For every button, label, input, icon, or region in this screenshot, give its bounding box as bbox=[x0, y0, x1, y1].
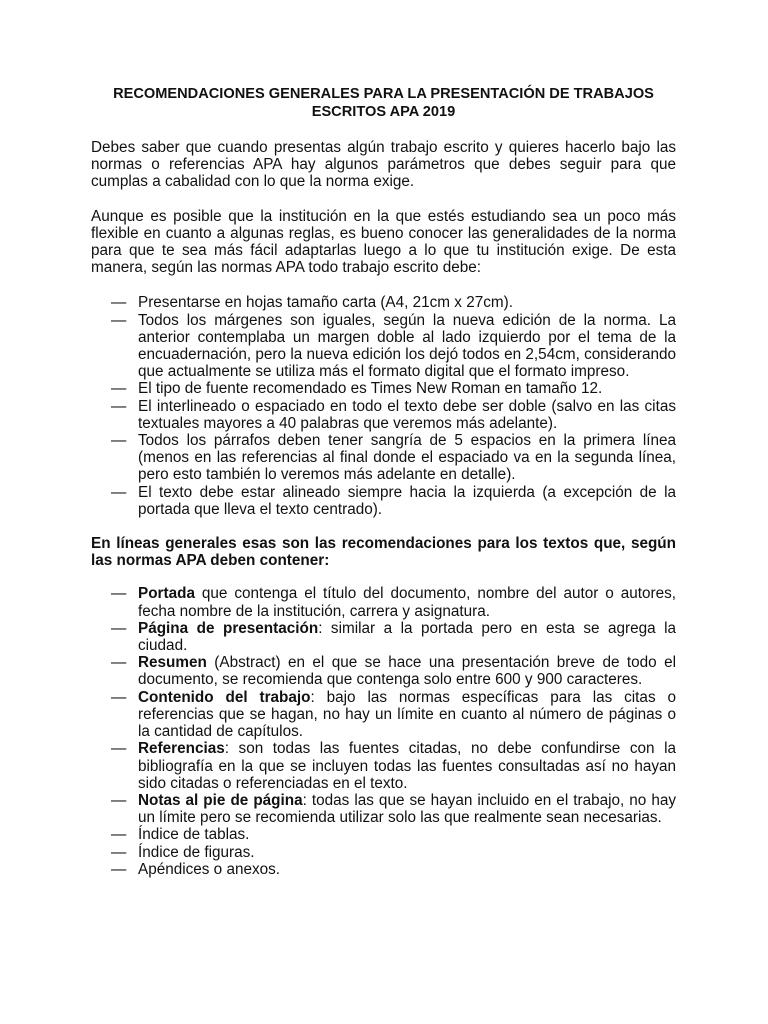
list-item bbox=[91, 380, 676, 397]
item-text: : son todas las fuentes citadas, no debe confundirse con la bibliografía en la que se incluyen todas las fuentes consultadas así no hayan sido citadas o referenciadas en el texto. bbox=[138, 740, 676, 792]
item-term: Página de presentación bbox=[138, 619, 319, 637]
item-text: (Abstract) en el que se hace una presentación breve de todo el documento, se recomienda que contenga solo entre 600 y 900 caracteres. bbox=[138, 654, 676, 689]
list-item-text: Presentarse en hojas tamaño carta (A4, 21cm x 27cm). bbox=[138, 294, 513, 312]
dash-bullet-icon: — bbox=[111, 483, 127, 501]
list-item-text: Todos los párrafos deben tener sangría de 5 espacios en la primera línea (menos en las referencias al final donde el espaciado va en la segunda línea, pero esto también lo veremos más adelante en detalle). bbox=[138, 432, 676, 484]
item-text: Índice de figuras. bbox=[138, 843, 255, 861]
dash-bullet-icon: — bbox=[111, 432, 127, 450]
list-item-text: El interlineado o espaciado en todo el texto debe ser doble (salvo en las citas textuales mayores a 40 palabras que veremos más adelante). bbox=[138, 397, 676, 432]
dash-bullet-icon: — bbox=[111, 294, 127, 312]
intro-paragraph-2: Aunque es posible que la institución en la que estés estudiando sea un poco más flexible en cuanto a algunas reglas, es bueno conocer las generalidades de la norma para que te sea más fácil adaptarlas luego a lo que tu institución exige. De esta manera, según las normas APA todo trabajo escrito debe: bbox=[91, 207, 676, 277]
list-item bbox=[91, 826, 676, 843]
intro-paragraph-1: Debes saber que cuando presentas algún trabajo escrito y quieres hacerlo bajo las normas o referencias APA hay algunos parámetros que debes seguir para que cumplas a cabalidad con lo que la norma exige. bbox=[91, 139, 676, 191]
list-item bbox=[91, 432, 676, 484]
item-term: Referencias bbox=[138, 740, 225, 758]
item-term: Portada bbox=[138, 585, 195, 603]
item-text: que contenga el título del documento, nombre del autor o autores, fecha nombre de la institución, carrera y asignatura. bbox=[138, 585, 676, 620]
list-item bbox=[91, 740, 676, 792]
dash-bullet-icon: — bbox=[111, 740, 127, 758]
document-title bbox=[91, 86, 676, 121]
item-term: Contenido del trabajo bbox=[138, 688, 311, 706]
list-item bbox=[91, 861, 676, 878]
dash-bullet-icon: — bbox=[111, 791, 127, 809]
content-heading: En líneas generales esas son las recomendaciones para los textos que, según las normas APA deben contener: bbox=[91, 535, 676, 570]
dash-bullet-icon: — bbox=[111, 397, 127, 415]
list-item bbox=[91, 585, 676, 619]
list-item bbox=[91, 312, 676, 381]
item-text: Índice de tablas. bbox=[138, 826, 250, 844]
item-text: : bajo las normas específicas para las citas o referencias que se hagan, no hay un límite en cuanto al número de páginas o la cantidad de capítulos. bbox=[138, 688, 676, 741]
item-term: Notas al pie de página bbox=[138, 791, 303, 809]
list-item bbox=[91, 484, 676, 518]
title-line-1: RECOMENDACIONES GENERALES PARA LA PRESENTACIÓN DE TRABAJOS bbox=[113, 86, 654, 102]
item-term: Resumen bbox=[138, 654, 207, 672]
list-item-text: El tipo de fuente recomendado es Times New Roman en tamaño 12. bbox=[138, 380, 603, 398]
dash-bullet-icon: — bbox=[111, 860, 127, 878]
format-rules-list bbox=[91, 294, 676, 518]
list-item bbox=[91, 654, 676, 688]
item-text: Apéndices o anexos. bbox=[138, 860, 281, 878]
list-item bbox=[91, 398, 676, 432]
content-items-list bbox=[91, 585, 676, 877]
list-item bbox=[91, 689, 676, 741]
list-item-text: El texto debe estar alineado siempre hacia la izquierda (a excepción de la portada que lleva el texto centrado). bbox=[138, 483, 676, 518]
list-item bbox=[91, 844, 676, 861]
list-item-text: Todos los márgenes son iguales, según la nueva edición de la norma. La anterior contemplaba un margen doble al lado izquierdo por el tema de la encuadernación, pero la nueva edición los dejó todos en 2,54cm, considerando que actualmente se utiliza más el formato digital que el formato impreso. bbox=[138, 311, 676, 381]
list-item bbox=[91, 792, 676, 826]
item-text: : todas las que se hayan incluido en el trabajo, no hay un límite pero se recomienda utilizar solo las que realmente sean necesarias. bbox=[138, 791, 676, 827]
dash-bullet-icon: — bbox=[111, 826, 127, 844]
dash-bullet-icon: — bbox=[111, 843, 127, 861]
dash-bullet-icon: — bbox=[111, 654, 127, 672]
item-text: : similar a la portada pero en esta se agrega la ciudad. bbox=[138, 619, 676, 655]
dash-bullet-icon: — bbox=[111, 311, 127, 329]
list-item bbox=[91, 620, 676, 654]
dash-bullet-icon: — bbox=[111, 619, 127, 637]
list-item bbox=[91, 294, 676, 311]
dash-bullet-icon: — bbox=[111, 585, 127, 603]
title-line-2: ESCRITOS APA 2019 bbox=[311, 103, 456, 120]
dash-bullet-icon: — bbox=[111, 688, 127, 706]
dash-bullet-icon: — bbox=[111, 380, 127, 398]
